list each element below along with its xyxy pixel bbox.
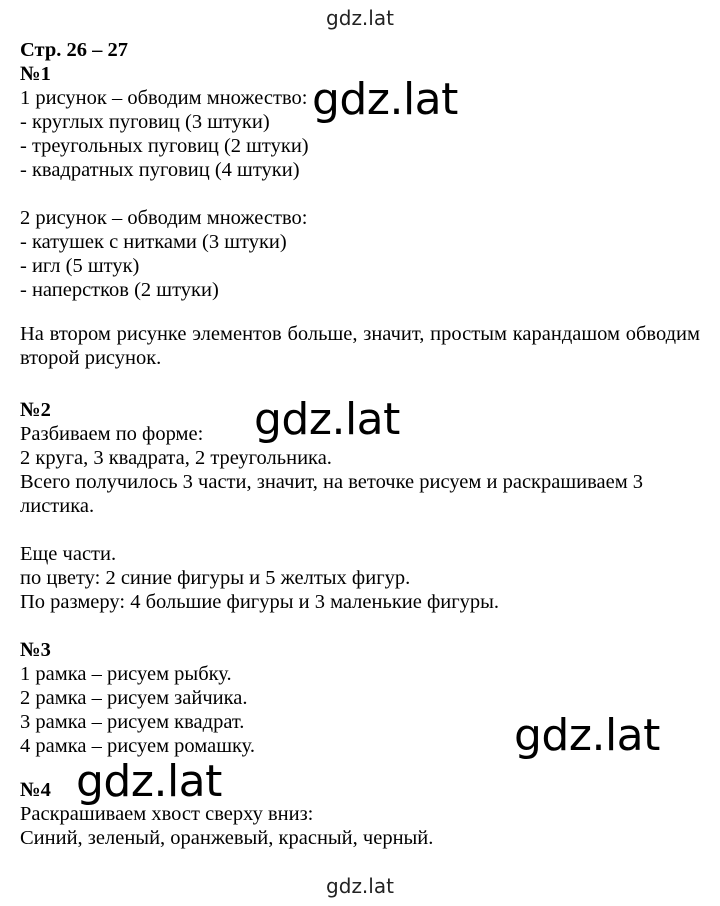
task3-line: 2 рамка – рисуем зайчика. (20, 687, 248, 709)
watermark-logo: gdz.lat (514, 710, 660, 761)
watermark-logo: gdz.lat (254, 394, 400, 445)
task2-extra-line: По размеру: 4 большие фигуры и 3 маленькие фигуры. (20, 591, 500, 613)
task2-extra-line: по цвету: 2 синие фигуры и 5 желтых фигур. (20, 567, 411, 589)
watermark-logo: gdz.lat (312, 74, 458, 125)
task2-line: 2 круга, 3 квадрата, 2 треугольника. (20, 447, 332, 469)
task3-line: 3 рамка – рисуем квадрат. (20, 711, 245, 733)
header-watermark: gdz.lat (326, 6, 394, 30)
task4-line: Синий, зеленый, оранжевый, красный, черный. (20, 827, 434, 849)
task2-number: №2 (20, 399, 51, 421)
task1-picture2-item: - игл (5 штук) (20, 255, 140, 277)
task2-line: листика. (20, 495, 95, 517)
page-reference: Стр. 26 – 27 (20, 39, 129, 61)
task3-number: №3 (20, 639, 51, 661)
task2-extra-line: Еще части. (20, 543, 117, 565)
task1-picture1-item: - квадратных пуговиц (4 штуки) (20, 159, 300, 181)
task4-line: Раскрашиваем хвост сверху вниз: (20, 803, 314, 825)
task3-line: 1 рамка – рисуем рыбку. (20, 663, 232, 685)
task2-line: Всего получилось 3 части, значит, на веточке рисуем и раскрашиваем 3 (20, 471, 644, 493)
task3-line: 4 рамка – рисуем ромашку. (20, 735, 255, 757)
task1-conclusion: На втором рисунке элементов больше, значит, простым карандашом обводим второй рисунок. (20, 323, 700, 369)
task1-picture1-intro: 1 рисунок – обводим множество: (20, 87, 308, 109)
task1-picture2-item: - наперстков (2 штуки) (20, 279, 219, 301)
task1-picture1-item: - треугольных пуговиц (2 штуки) (20, 135, 309, 157)
watermark-logo: gdz.lat (76, 756, 222, 807)
task4-number: №4 (20, 779, 51, 801)
footer-watermark: gdz.lat (326, 874, 394, 898)
task1-picture2-item: - катушек с нитками (3 штуки) (20, 231, 287, 253)
task2-line: Разбиваем по форме: (20, 423, 204, 445)
task1-number: №1 (20, 63, 51, 85)
task1-picture1-item: - круглых пуговиц (3 штуки) (20, 111, 270, 133)
task1-picture2-intro: 2 рисунок – обводим множество: (20, 207, 308, 229)
